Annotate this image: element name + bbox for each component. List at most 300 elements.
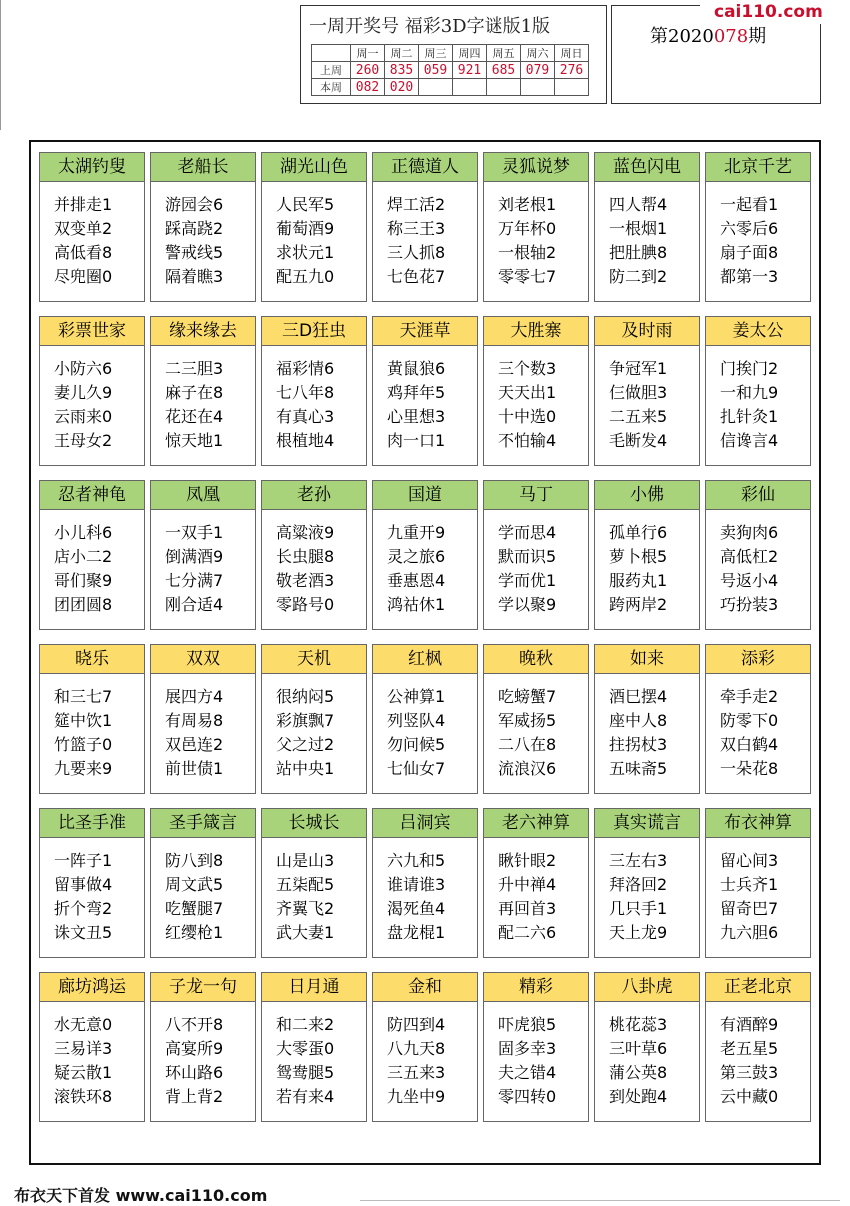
riddle-line: 扇子面8 <box>720 243 779 262</box>
riddle-card-title: 八卦虎 <box>595 973 699 1002</box>
riddle-lines <box>498 521 556 617</box>
riddle-line: 三左右3 <box>609 851 668 870</box>
riddle-lines <box>165 1013 223 1109</box>
riddle-line: 吃螃蟹7 <box>498 687 557 706</box>
issue-number <box>650 22 766 48</box>
panel-title: 一周开奖号 福彩3D字谜版1版 <box>309 16 551 37</box>
riddle-card <box>594 972 700 1122</box>
riddle-card-title: 及时雨 <box>595 317 699 346</box>
riddle-line: 信谗言4 <box>720 431 779 450</box>
day-header: 周六 <box>521 45 555 62</box>
riddle-card-title: 马丁 <box>484 481 588 510</box>
riddle-line: 跨两岸2 <box>609 595 668 614</box>
riddle-line: 一根轴2 <box>498 243 557 262</box>
riddle-line: 配二六6 <box>498 923 557 942</box>
riddle-line: 称三王3 <box>387 219 446 238</box>
riddle-line: 二五来5 <box>609 407 668 426</box>
result-number: 059 <box>419 62 453 79</box>
weekly-results-panel <box>300 5 607 104</box>
site-logo[interactable] <box>700 0 850 24</box>
riddle-card <box>483 316 589 466</box>
riddle-grid <box>29 140 821 1165</box>
riddle-line: 号返小4 <box>720 571 779 590</box>
riddle-line: 留事做4 <box>54 875 113 894</box>
riddle-line: 盘龙棍1 <box>387 923 446 942</box>
riddle-line: 七色花7 <box>387 267 446 286</box>
riddle-line: 争冠军1 <box>609 359 668 378</box>
result-number: 685 <box>487 62 521 79</box>
riddle-line: 酒巳摆4 <box>609 687 668 706</box>
riddle-line: 七仙女7 <box>387 759 446 778</box>
this-week-row <box>312 79 589 96</box>
riddle-line: 防八到8 <box>165 851 224 870</box>
result-number <box>487 79 521 96</box>
riddle-line: 游园会6 <box>165 195 224 214</box>
riddle-line: 八不开8 <box>165 1015 224 1034</box>
riddle-card <box>39 808 145 958</box>
riddle-card <box>594 644 700 794</box>
riddle-lines <box>609 193 667 289</box>
riddle-line: 学以聚9 <box>498 595 557 614</box>
riddle-card <box>261 972 367 1122</box>
riddle-line: 彩旗飘7 <box>276 711 335 730</box>
riddle-line: 焊工活2 <box>387 195 446 214</box>
riddle-line: 妻儿久9 <box>54 383 113 402</box>
riddle-card <box>372 152 478 302</box>
riddle-lines <box>54 1013 112 1109</box>
riddle-card <box>39 972 145 1122</box>
riddle-card <box>372 644 478 794</box>
riddle-lines <box>387 357 445 453</box>
riddle-line: 刘老根1 <box>498 195 557 214</box>
riddle-line: 谁请谁3 <box>387 875 446 894</box>
footer-credit: 布衣天下首发 www.cai110.com <box>14 1186 268 1205</box>
riddle-line: 王母女2 <box>54 431 113 450</box>
riddle-line: 三人抓8 <box>387 243 446 262</box>
riddle-line: 不怕输4 <box>498 431 557 450</box>
day-header: 周日 <box>555 45 589 62</box>
riddle-card-title: 长城长 <box>262 809 366 838</box>
riddle-card <box>150 972 256 1122</box>
riddle-card-title: 缘来缘去 <box>151 317 255 346</box>
riddle-line: 刚合适4 <box>165 595 224 614</box>
riddle-line: 滚铁环8 <box>54 1087 113 1106</box>
riddle-line: 渴死鱼4 <box>387 899 446 918</box>
riddle-line: 根植地4 <box>276 431 335 450</box>
riddle-line: 九要来9 <box>54 759 113 778</box>
riddle-line: 水无意0 <box>54 1015 113 1034</box>
riddle-line: 再回首3 <box>498 899 557 918</box>
riddle-card <box>594 808 700 958</box>
riddle-card-title: 真实谎言 <box>595 809 699 838</box>
riddle-card-title: 正德道人 <box>373 153 477 182</box>
riddle-card <box>372 316 478 466</box>
riddle-line: 一起看1 <box>720 195 779 214</box>
riddle-line: 把肚腆8 <box>609 243 668 262</box>
riddle-line: 孤单行6 <box>609 523 668 542</box>
riddle-line: 疑云散1 <box>54 1063 113 1082</box>
riddle-card <box>261 316 367 466</box>
riddle-line: 流浪汉6 <box>498 759 557 778</box>
riddle-lines <box>387 193 445 289</box>
riddle-line: 三易详3 <box>54 1039 113 1058</box>
riddle-card <box>483 972 589 1122</box>
riddle-line: 一根烟1 <box>609 219 668 238</box>
riddle-line: 心里想3 <box>387 407 446 426</box>
riddle-line: 鸿祜休1 <box>387 595 446 614</box>
riddle-card <box>705 480 811 630</box>
riddle-line: 花还在4 <box>165 407 224 426</box>
riddle-line: 麻子在8 <box>165 383 224 402</box>
riddle-card-title: 小佛 <box>595 481 699 510</box>
riddle-line: 双邑连2 <box>165 735 224 754</box>
riddle-line: 十中选0 <box>498 407 557 426</box>
riddle-line: 若有来4 <box>276 1087 335 1106</box>
riddle-line: 九六胆6 <box>720 923 779 942</box>
riddle-card-title: 如来 <box>595 645 699 674</box>
riddle-line: 人民军5 <box>276 195 335 214</box>
riddle-line: 到处跑4 <box>609 1087 668 1106</box>
riddle-line: 团团圆8 <box>54 595 113 614</box>
riddle-card <box>150 808 256 958</box>
riddle-line: 三五来3 <box>387 1063 446 1082</box>
results-table <box>311 44 589 96</box>
result-number <box>419 79 453 96</box>
riddle-card-title: 吕洞宾 <box>373 809 477 838</box>
riddle-line: 一双手1 <box>165 523 224 542</box>
riddle-lines <box>54 193 112 289</box>
riddle-line: 并排走1 <box>54 195 113 214</box>
riddle-lines <box>609 521 667 617</box>
riddle-line: 蒲公英8 <box>609 1063 668 1082</box>
riddle-lines <box>276 357 334 453</box>
riddle-line: 有周易8 <box>165 711 224 730</box>
logo-text: cai110.com <box>714 2 823 22</box>
riddle-line: 老五星5 <box>720 1039 779 1058</box>
riddle-line: 云中藏0 <box>720 1087 779 1106</box>
riddle-line: 六零后6 <box>720 219 779 238</box>
riddle-card-title: 晓乐 <box>40 645 144 674</box>
riddle-line: 小儿科6 <box>54 523 113 542</box>
riddle-line: 垂惠恩4 <box>387 571 446 590</box>
riddle-line: 一阵子1 <box>54 851 113 870</box>
riddle-card <box>261 480 367 630</box>
riddle-line: 七分满7 <box>165 571 224 590</box>
riddle-card-title: 日月通 <box>262 973 366 1002</box>
riddle-line: 敬老酒3 <box>276 571 335 590</box>
days-row <box>312 45 589 62</box>
riddle-line: 竹篮子0 <box>54 735 113 754</box>
day-header: 周四 <box>453 45 487 62</box>
riddle-card <box>150 644 256 794</box>
day-header: 周五 <box>487 45 521 62</box>
riddle-line: 高低杠2 <box>720 547 779 566</box>
riddle-lines <box>165 357 223 453</box>
riddle-card <box>372 480 478 630</box>
riddle-card-title: 天机 <box>262 645 366 674</box>
riddle-line: 夫之错4 <box>498 1063 557 1082</box>
riddle-line: 三个数3 <box>498 359 557 378</box>
riddle-card <box>705 152 811 302</box>
riddle-line: 二八在8 <box>498 735 557 754</box>
riddle-card <box>483 152 589 302</box>
riddle-line: 环山路6 <box>165 1063 224 1082</box>
riddle-line: 警戒线5 <box>165 243 224 262</box>
riddle-lines <box>165 849 223 945</box>
riddle-card <box>594 316 700 466</box>
riddle-line: 三叶草6 <box>609 1039 668 1058</box>
riddle-lines <box>165 685 223 781</box>
result-number: 260 <box>351 62 385 79</box>
riddle-line: 默而识5 <box>498 547 557 566</box>
row-label: 本周 <box>312 79 351 96</box>
riddle-line: 前世债1 <box>165 759 224 778</box>
riddle-line: 留心间3 <box>720 851 779 870</box>
riddle-lines <box>609 357 667 453</box>
riddle-card <box>705 316 811 466</box>
riddle-line: 毛断发4 <box>609 431 668 450</box>
result-number: 835 <box>385 62 419 79</box>
riddle-line: 防二到2 <box>609 267 668 286</box>
riddle-line: 双变单2 <box>54 219 113 238</box>
riddle-lines <box>165 193 223 289</box>
row-label: 上周 <box>312 62 351 79</box>
riddle-line: 留奇巴7 <box>720 899 779 918</box>
riddle-card-title: 圣手箴言 <box>151 809 255 838</box>
riddle-line: 黄鼠狼6 <box>387 359 446 378</box>
riddle-line: 萝卜根5 <box>609 547 668 566</box>
result-number <box>521 79 555 96</box>
riddle-line: 哥们聚9 <box>54 571 113 590</box>
riddle-card <box>483 644 589 794</box>
riddle-lines <box>387 685 445 781</box>
riddle-line: 筵中饮1 <box>54 711 113 730</box>
riddle-line: 六九和5 <box>387 851 446 870</box>
riddle-lines <box>498 685 556 781</box>
riddle-line: 卖狗肉6 <box>720 523 779 542</box>
riddle-line: 倒满酒9 <box>165 547 224 566</box>
riddle-line: 仨做胆3 <box>609 383 668 402</box>
riddle-card-title: 老船长 <box>151 153 255 182</box>
riddle-line: 门挨门2 <box>720 359 779 378</box>
riddle-card-title: 灵狐说梦 <box>484 153 588 182</box>
riddle-card <box>372 808 478 958</box>
riddle-card <box>261 808 367 958</box>
riddle-lines <box>276 521 334 617</box>
riddle-card-title: 湖光山色 <box>262 153 366 182</box>
riddle-lines <box>387 521 445 617</box>
riddle-card-title: 老六神算 <box>484 809 588 838</box>
riddle-card <box>705 972 811 1122</box>
riddle-line: 零路号0 <box>276 595 335 614</box>
riddle-lines <box>387 849 445 945</box>
riddle-card-title: 大胜寨 <box>484 317 588 346</box>
riddle-lines <box>720 1013 778 1109</box>
riddle-card <box>483 808 589 958</box>
riddle-card-title: 太湖钓叟 <box>40 153 144 182</box>
issue-prefix: 第2020 <box>650 26 714 47</box>
riddle-lines <box>720 521 778 617</box>
riddle-card <box>261 644 367 794</box>
result-number <box>453 79 487 96</box>
riddle-card-title: 正老北京 <box>706 973 810 1002</box>
riddle-line: 山是山3 <box>276 851 335 870</box>
empty-corner-cell <box>312 45 351 62</box>
riddle-card <box>594 480 700 630</box>
result-number <box>555 79 589 96</box>
riddle-card-title: 金和 <box>373 973 477 1002</box>
riddle-card-title: 忍者神龟 <box>40 481 144 510</box>
riddle-card <box>39 644 145 794</box>
riddle-line: 桃花蕊3 <box>609 1015 668 1034</box>
riddle-line: 士兵齐1 <box>720 875 779 894</box>
riddle-lines <box>498 849 556 945</box>
riddle-line: 鸡拜年5 <box>387 383 446 402</box>
riddle-lines <box>276 685 334 781</box>
riddle-card-title: 三D狂虫 <box>262 317 366 346</box>
riddle-card-title: 子龙一句 <box>151 973 255 1002</box>
riddle-card-title: 布衣神算 <box>706 809 810 838</box>
riddle-lines <box>720 849 778 945</box>
riddle-line: 灵之旅6 <box>387 547 446 566</box>
riddle-line: 大零蛋0 <box>276 1039 335 1058</box>
riddle-card-title: 姜太公 <box>706 317 810 346</box>
riddle-line: 吃蟹腿7 <box>165 899 224 918</box>
riddle-lines <box>54 685 112 781</box>
result-number: 082 <box>351 79 385 96</box>
riddle-card-title: 天涯草 <box>373 317 477 346</box>
riddle-line: 背上背2 <box>165 1087 224 1106</box>
riddle-line: 齐翼飞2 <box>276 899 335 918</box>
riddle-card <box>372 972 478 1122</box>
riddle-line: 五柒配5 <box>276 875 335 894</box>
riddle-line: 几只手1 <box>609 899 668 918</box>
riddle-lines <box>276 849 334 945</box>
riddle-card <box>150 152 256 302</box>
result-number: 079 <box>521 62 555 79</box>
riddle-lines <box>276 1013 334 1109</box>
riddle-line: 拄拐杖3 <box>609 735 668 754</box>
riddle-line: 吓虎狼5 <box>498 1015 557 1034</box>
issue-suffix: 期 <box>748 26 767 47</box>
riddle-card-title: 彩仙 <box>706 481 810 510</box>
riddle-line: 瞅针眼2 <box>498 851 557 870</box>
riddle-card <box>39 152 145 302</box>
riddle-line: 勿问候5 <box>387 735 446 754</box>
riddle-lines <box>54 357 112 453</box>
riddle-line: 高粱液9 <box>276 523 335 542</box>
riddle-lines <box>54 521 112 617</box>
riddle-card-title: 凤凰 <box>151 481 255 510</box>
riddle-line: 五味斋5 <box>609 759 668 778</box>
day-header: 周一 <box>351 45 385 62</box>
riddle-lines <box>609 1013 667 1109</box>
riddle-lines <box>165 521 223 617</box>
riddle-line: 拜洛回2 <box>609 875 668 894</box>
riddle-card <box>39 316 145 466</box>
riddle-line: 高低看8 <box>54 243 113 262</box>
riddle-line: 学而优1 <box>498 571 557 590</box>
riddle-card-title: 老孙 <box>262 481 366 510</box>
riddle-line: 扎针灸1 <box>720 407 779 426</box>
riddle-lines <box>498 1013 556 1109</box>
riddle-line: 折个弯2 <box>54 899 113 918</box>
riddle-card-title: 添彩 <box>706 645 810 674</box>
riddle-line: 四人帮4 <box>609 195 668 214</box>
riddle-lines <box>498 357 556 453</box>
riddle-card-title: 红枫 <box>373 645 477 674</box>
riddle-line: 有真心3 <box>276 407 335 426</box>
riddle-card-title: 晚秋 <box>484 645 588 674</box>
riddle-line: 防零下0 <box>720 711 779 730</box>
riddle-line: 红缨枪1 <box>165 923 224 942</box>
riddle-line: 双白鹤4 <box>720 735 779 754</box>
riddle-line: 一朵花8 <box>720 759 779 778</box>
result-number: 921 <box>453 62 487 79</box>
riddle-card <box>261 152 367 302</box>
riddle-line: 天上龙9 <box>609 923 668 942</box>
riddle-line: 固多幸3 <box>498 1039 557 1058</box>
riddle-line: 九重开9 <box>387 523 446 542</box>
riddle-lines <box>54 849 112 945</box>
riddle-line: 牵手走2 <box>720 687 779 706</box>
riddle-line: 站中央1 <box>276 759 335 778</box>
riddle-line: 云雨来0 <box>54 407 113 426</box>
riddle-line: 升中禅4 <box>498 875 557 894</box>
footer-divider <box>360 1200 840 1201</box>
riddle-line: 求状元1 <box>276 243 335 262</box>
riddle-card-title: 国道 <box>373 481 477 510</box>
riddle-card <box>705 808 811 958</box>
day-header: 周三 <box>419 45 453 62</box>
riddle-line: 学而思4 <box>498 523 557 542</box>
riddle-card <box>150 316 256 466</box>
riddle-line: 七八年8 <box>276 383 335 402</box>
riddle-line: 很纳闷5 <box>276 687 335 706</box>
riddle-line: 二三胆3 <box>165 359 224 378</box>
result-number: 276 <box>555 62 589 79</box>
riddle-line: 一和九9 <box>720 383 779 402</box>
riddle-line: 周文武5 <box>165 875 224 894</box>
riddle-card-title: 彩票世家 <box>40 317 144 346</box>
riddle-line: 八九天8 <box>387 1039 446 1058</box>
riddle-line: 肉一口1 <box>387 431 446 450</box>
corner-divider <box>0 0 1 130</box>
riddle-line: 和三七7 <box>54 687 113 706</box>
riddle-line: 诛文丑5 <box>54 923 113 942</box>
riddle-line: 军威扬5 <box>498 711 557 730</box>
riddle-line: 有酒醉9 <box>720 1015 779 1034</box>
riddle-line: 尽兜圈0 <box>54 267 113 286</box>
riddle-line: 武大妻1 <box>276 923 335 942</box>
riddle-line: 第三鼓3 <box>720 1063 779 1082</box>
riddle-line: 都第一3 <box>720 267 779 286</box>
riddle-line: 踩高跷2 <box>165 219 224 238</box>
riddle-lines <box>720 357 778 453</box>
riddle-card-title: 北京千艺 <box>706 153 810 182</box>
last-week-row <box>312 62 589 79</box>
riddle-line: 零四转0 <box>498 1087 557 1106</box>
day-header: 周二 <box>385 45 419 62</box>
riddle-line: 展四方4 <box>165 687 224 706</box>
riddle-line: 九坐中9 <box>387 1087 446 1106</box>
riddle-line: 惊天地1 <box>165 431 224 450</box>
riddle-card <box>705 644 811 794</box>
riddle-card-title: 廊坊鸿运 <box>40 973 144 1002</box>
riddle-line: 和二来2 <box>276 1015 335 1034</box>
riddle-card-title: 蓝色闪电 <box>595 153 699 182</box>
riddle-line: 父之过2 <box>276 735 335 754</box>
